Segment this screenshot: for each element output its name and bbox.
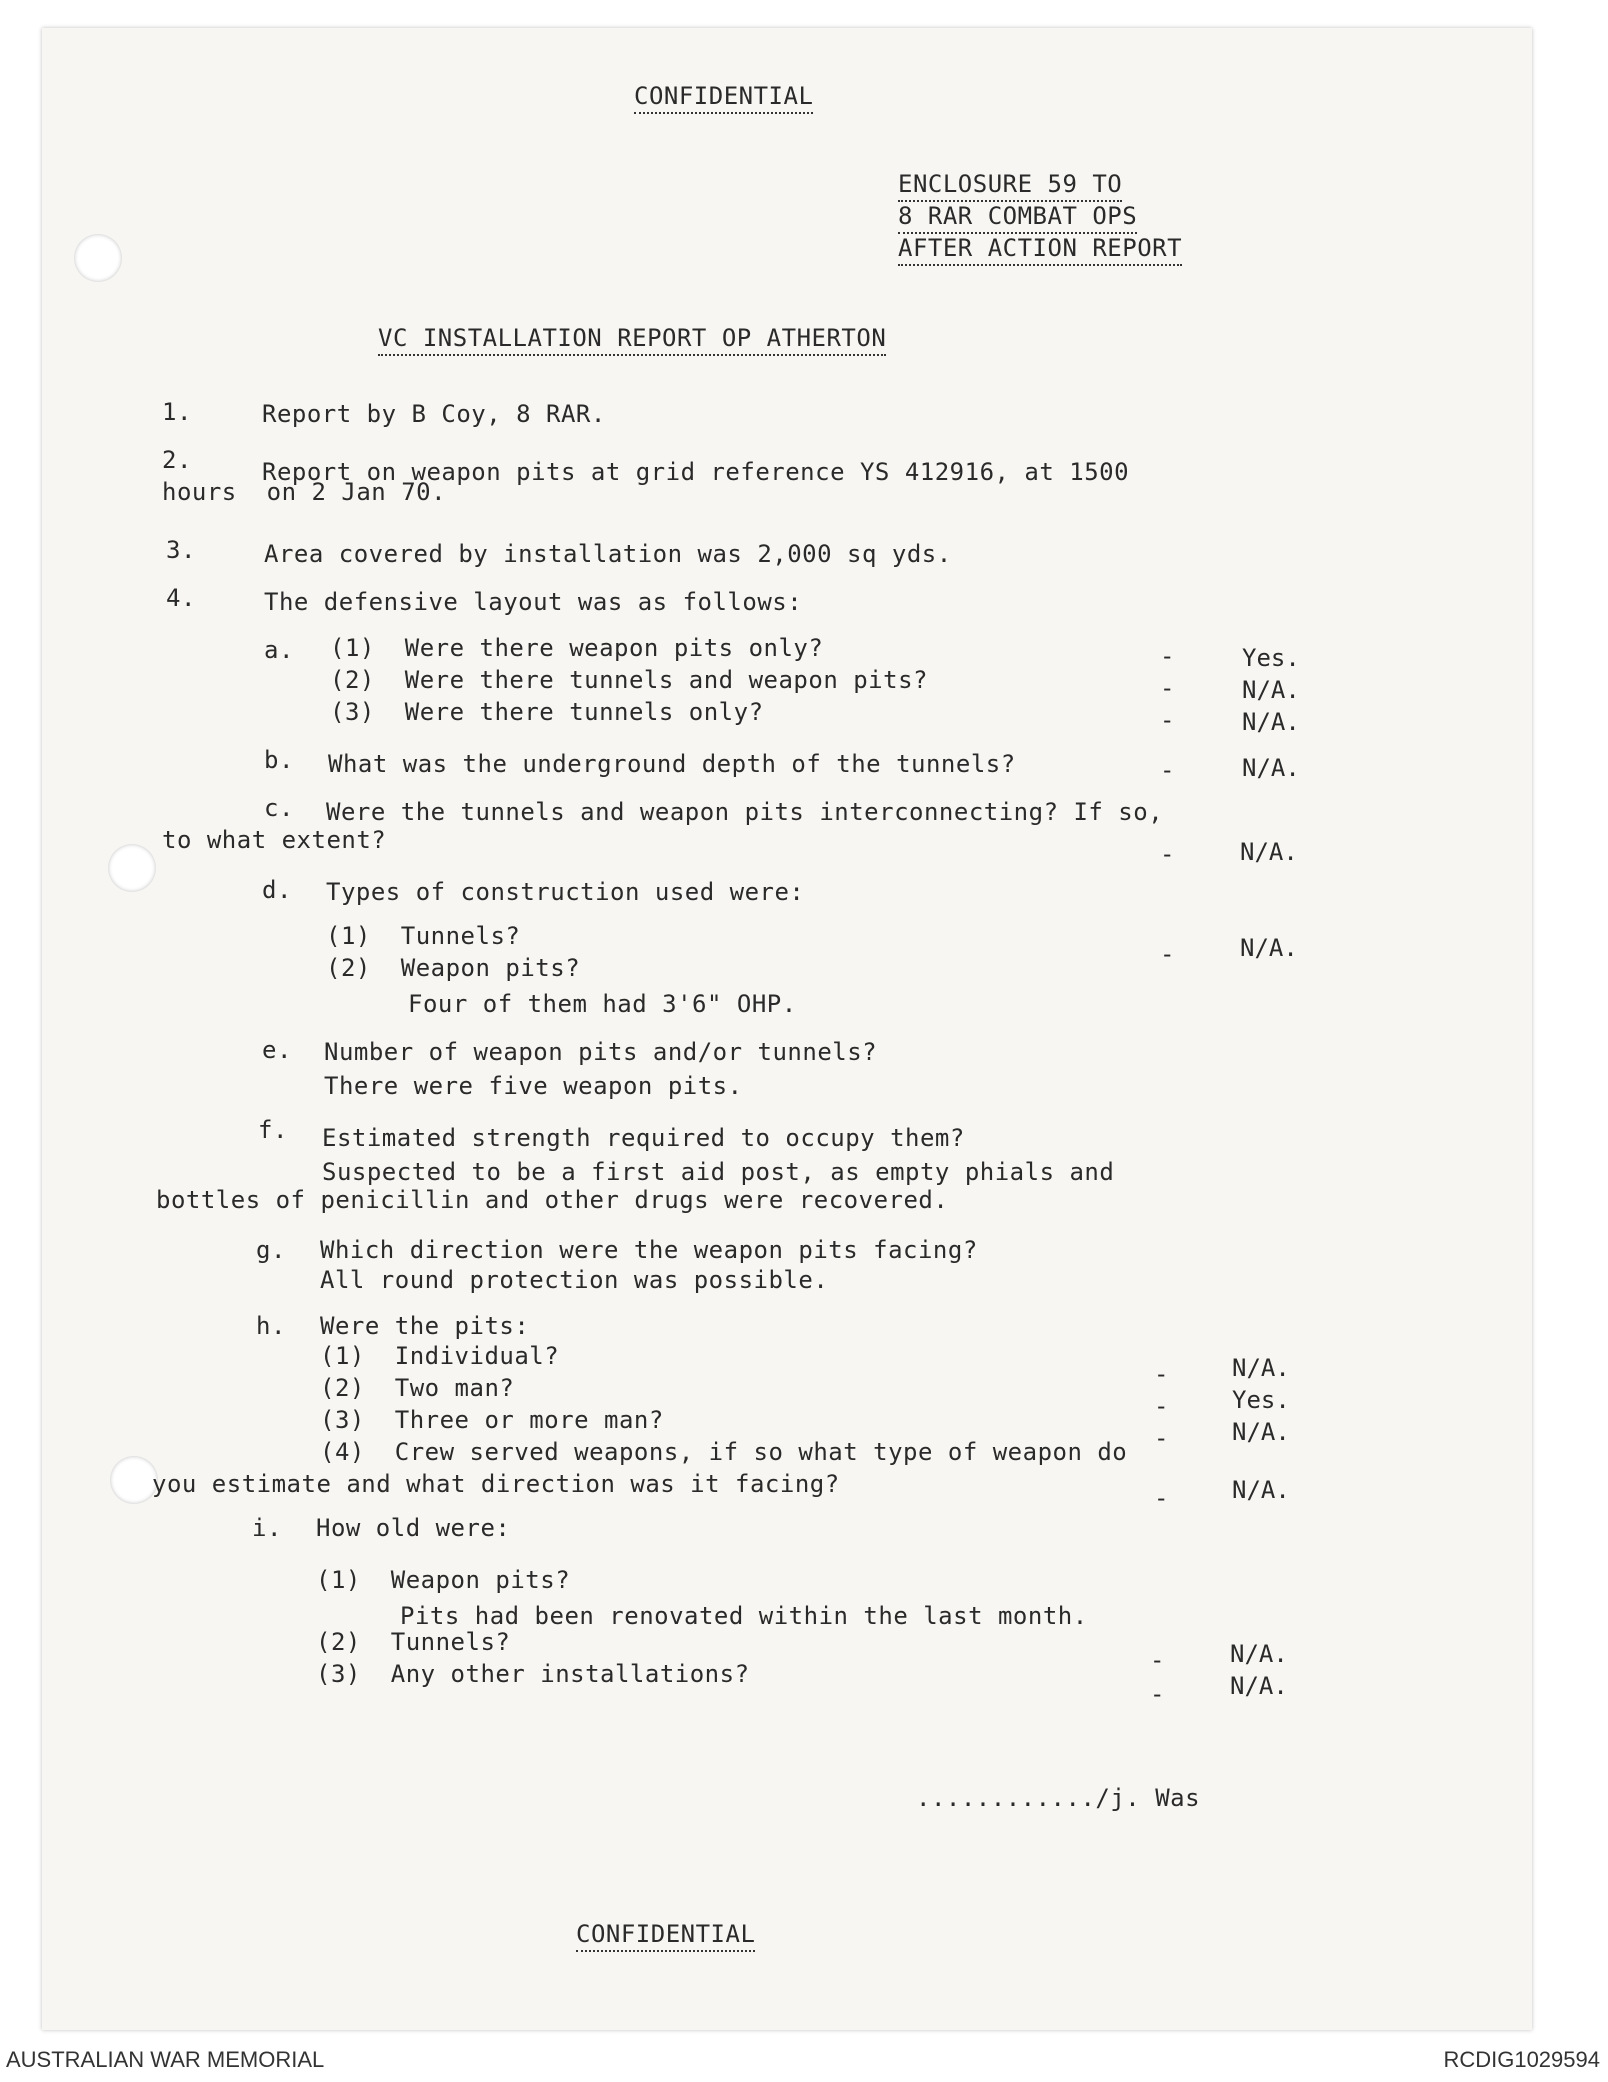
classification-bottom: CONFIDENTIAL [576,1920,755,1952]
question: (2) Weapon pits? [326,954,581,982]
item-number: 3. [166,536,196,564]
dash: - [1160,940,1175,968]
question: Were the tunnels and weapon pits interconnecting? If so, [326,798,1164,826]
question: Which direction were the weapon pits facing? [320,1236,978,1264]
dash: - [1160,840,1175,868]
answer-text: Four of them had 3'6" OHP. [408,990,797,1018]
sub-letter: f. [258,1116,288,1144]
answer: N/A. [1242,708,1300,736]
answer-text: bottles of penicillin and other drugs were recovered. [156,1186,949,1214]
dash: - [1160,756,1175,784]
question: (3) Were there tunnels only? [330,698,764,726]
answer: N/A. [1242,676,1300,704]
question: What was the underground depth of the tunnels? [328,750,1016,778]
sub-letter: b. [264,746,294,774]
dash: - [1160,642,1175,670]
answer: N/A. [1230,1640,1288,1668]
sub-letter: e. [262,1036,292,1064]
item-text: The defensive layout was as follows: [264,588,803,616]
question: Were the pits: [320,1312,530,1340]
dash: - [1150,1646,1165,1674]
answer: N/A. [1232,1354,1290,1382]
dash: - [1154,1424,1169,1452]
question: (2) Tunnels? [316,1628,511,1656]
question: (3) Three or more man? [320,1406,664,1434]
sub-letter: i. [252,1514,282,1542]
sub-letter: a. [264,636,294,664]
answer: N/A. [1240,838,1298,866]
footer-source: AUSTRALIAN WAR MEMORIAL [6,2047,325,2072]
punch-hole [110,1456,158,1504]
item-number: 2. [162,446,192,474]
question: (2) Were there tunnels and weapon pits? [330,666,928,694]
question: (1) Individual? [320,1342,560,1370]
answer: N/A. [1232,1418,1290,1446]
dash: - [1160,674,1175,702]
punch-hole [108,844,156,892]
punch-hole [74,234,122,282]
sub-letter: c. [264,794,294,822]
enclosure-line: 8 RAR COMBAT OPS [898,202,1137,234]
answer: Yes. [1232,1386,1290,1414]
continuation-marker: ............/j. Was [916,1784,1201,1812]
question: (1) Were there weapon pits only? [330,634,824,662]
answer-text: There were five weapon pits. [324,1072,743,1100]
question: to what extent? [162,826,387,854]
question: Number of weapon pits and/or tunnels? [324,1038,878,1066]
answer-text: Suspected to be a first aid post, as empty phials and [322,1158,1115,1186]
answer: N/A. [1240,934,1298,962]
question: (1) Tunnels? [326,922,521,950]
enclosure-line: ENCLOSURE 59 TO [898,170,1122,202]
question: (3) Any other installations? [316,1660,750,1688]
question: Estimated strength required to occupy them? [322,1124,965,1152]
sub-letter: d. [262,876,292,904]
sub-letter: g. [256,1236,286,1264]
classification-top: CONFIDENTIAL [634,82,813,114]
item-number: 4. [166,584,196,612]
enclosure-line: AFTER ACTION REPORT [898,234,1182,266]
dash: - [1154,1484,1169,1512]
dash: - [1150,1680,1165,1708]
answer-text: Pits had been renovated within the last month. [400,1602,1088,1630]
answer-text: All round protection was possible. [320,1266,829,1294]
question: (4) Crew served weapons, if so what type of weapon do [320,1438,1128,1466]
dash: - [1154,1392,1169,1420]
question: How old were: [316,1514,511,1542]
question: Types of construction used were: [326,878,805,906]
footer-id: RCDIG1029594 [1443,2047,1600,2072]
item-text: Report on weapon pits at grid reference YS 412916, at 1500 [262,458,1130,486]
page-title: VC INSTALLATION REPORT OP ATHERTON [378,324,886,356]
question: you estimate and what direction was it facing? [152,1470,840,1498]
item-number: 1. [162,398,192,426]
sub-letter: h. [256,1312,286,1340]
question: (1) Weapon pits? [316,1566,571,1594]
item-text: hours on 2 Jan 70. [162,478,447,506]
dash: - [1154,1360,1169,1388]
answer: N/A. [1230,1672,1288,1700]
item-text: Report by B Coy, 8 RAR. [262,400,606,428]
dash: - [1160,706,1175,734]
answer: N/A. [1232,1476,1290,1504]
answer: N/A. [1242,754,1300,782]
item-text: Area covered by installation was 2,000 sq yds. [264,540,952,568]
question: (2) Two man? [320,1374,515,1402]
answer: Yes. [1242,644,1300,672]
